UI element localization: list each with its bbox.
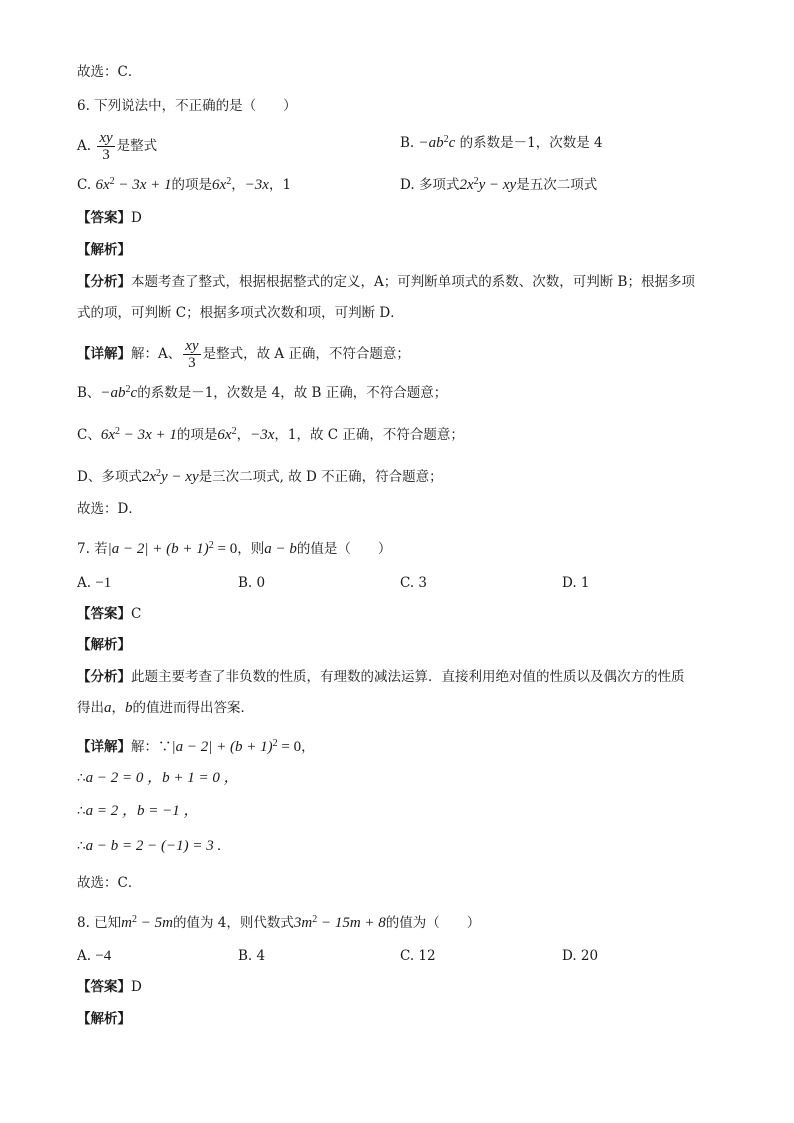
fraction-xy-over-3: $\frac{xy}{3}$: [185, 338, 199, 371]
answer-6: 【答案】D: [77, 210, 142, 226]
analysis-6-heading: 【解析】: [77, 242, 131, 258]
question-7-stem: 7. 若$|a - 2| + (b + 1)^2 = 0$，则a − b的值是（ ）: [77, 540, 392, 557]
detail-6-b: B、$-ab^2c$的系数是－1，次数是 4，故 B 正确，不符合题意；: [77, 384, 448, 401]
option-6b: B. $-ab^2c$ 的系数是－1，次数是 4: [400, 134, 603, 151]
question-6-stem: 6. 下列说法中，不正确的是（ ）: [77, 98, 297, 114]
analysis-6-line-2: 式的项，可判断 C；根据多项式次数和项，可判断 D．: [77, 305, 404, 321]
detail-7-step-4: ∴a − b = 2 − (−1) = 3 .: [77, 838, 222, 854]
analysis-7-heading: 【解析】: [77, 637, 131, 653]
detail-6-c: C、$6x^2 - 3x + 1$的项是$6x^2$，−3x，1，故 C 正确，不符合题意；: [77, 426, 464, 443]
option-7b: B. 0: [238, 575, 266, 591]
answer-7: 【答案】C: [77, 606, 142, 622]
option-7a: A. −1: [77, 575, 112, 591]
analysis-7-line-2: 得出a，b的值进而得出答案．: [77, 700, 254, 716]
answer-8: 【答案】D: [77, 979, 142, 995]
option-6d: D. 多项式$2x^2y$ − xy是五次二项式: [400, 176, 598, 193]
conclusion-5: 故选：C．: [77, 64, 142, 80]
detail-7-step-3: ∴a = 2 ，b = −1 ，: [77, 803, 199, 819]
detail-6-d: D、多项式$2x^2y$ − xy是三次二项式, 故 D 不正确，符合题意；: [77, 468, 443, 485]
detail-6-a: 【详解】解：A、 $\frac{xy}{3}$ 是整式，故 A 正确，不符合题意；: [77, 338, 410, 371]
option-8a: A. −4: [77, 948, 112, 964]
analysis-6-line-1: 【分析】本题考查了整式，根据根据整式的定义，A；可判断单项式的系数、次数，可判断 B；根据多项: [77, 274, 695, 290]
question-8-stem: 8. 已知$m^2 - 5m$的值为 4，则代数式$3m^2 - 15m + 8$的值为（ ）: [77, 914, 481, 931]
conclusion-7: 故选：C．: [77, 875, 142, 891]
option-8d: D. 20: [562, 948, 599, 964]
option-6a: A. $\frac{xy}{3}$ 是整式: [77, 130, 158, 163]
fraction-xy-over-3: $\frac{xy}{3}$: [99, 130, 113, 163]
analysis-8-heading: 【解析】: [77, 1011, 131, 1027]
conclusion-6: 故选：D．: [77, 501, 142, 517]
detail-7-step-1: 【详解】解：∵|a − $2| + (b + 1)^2 = 0$，: [77, 738, 315, 755]
analysis-7-line-1: 【分析】此题主要考查了非负数的性质，有理数的减法运算．直接利用绝对值的性质以及偶次方的性质: [77, 669, 685, 685]
detail-7-step-2: ∴a − 2 = 0 ，b + 1 = 0 ，: [77, 770, 239, 786]
option-7c: C. 3: [400, 575, 428, 591]
option-8b: B. 4: [238, 948, 266, 964]
option-7d: D. 1: [562, 575, 590, 591]
option-6c: C. $6x^2 - 3x + 1$的项是$6x^2$，−3x，1: [77, 176, 292, 193]
option-8c: C. 12: [400, 948, 436, 964]
